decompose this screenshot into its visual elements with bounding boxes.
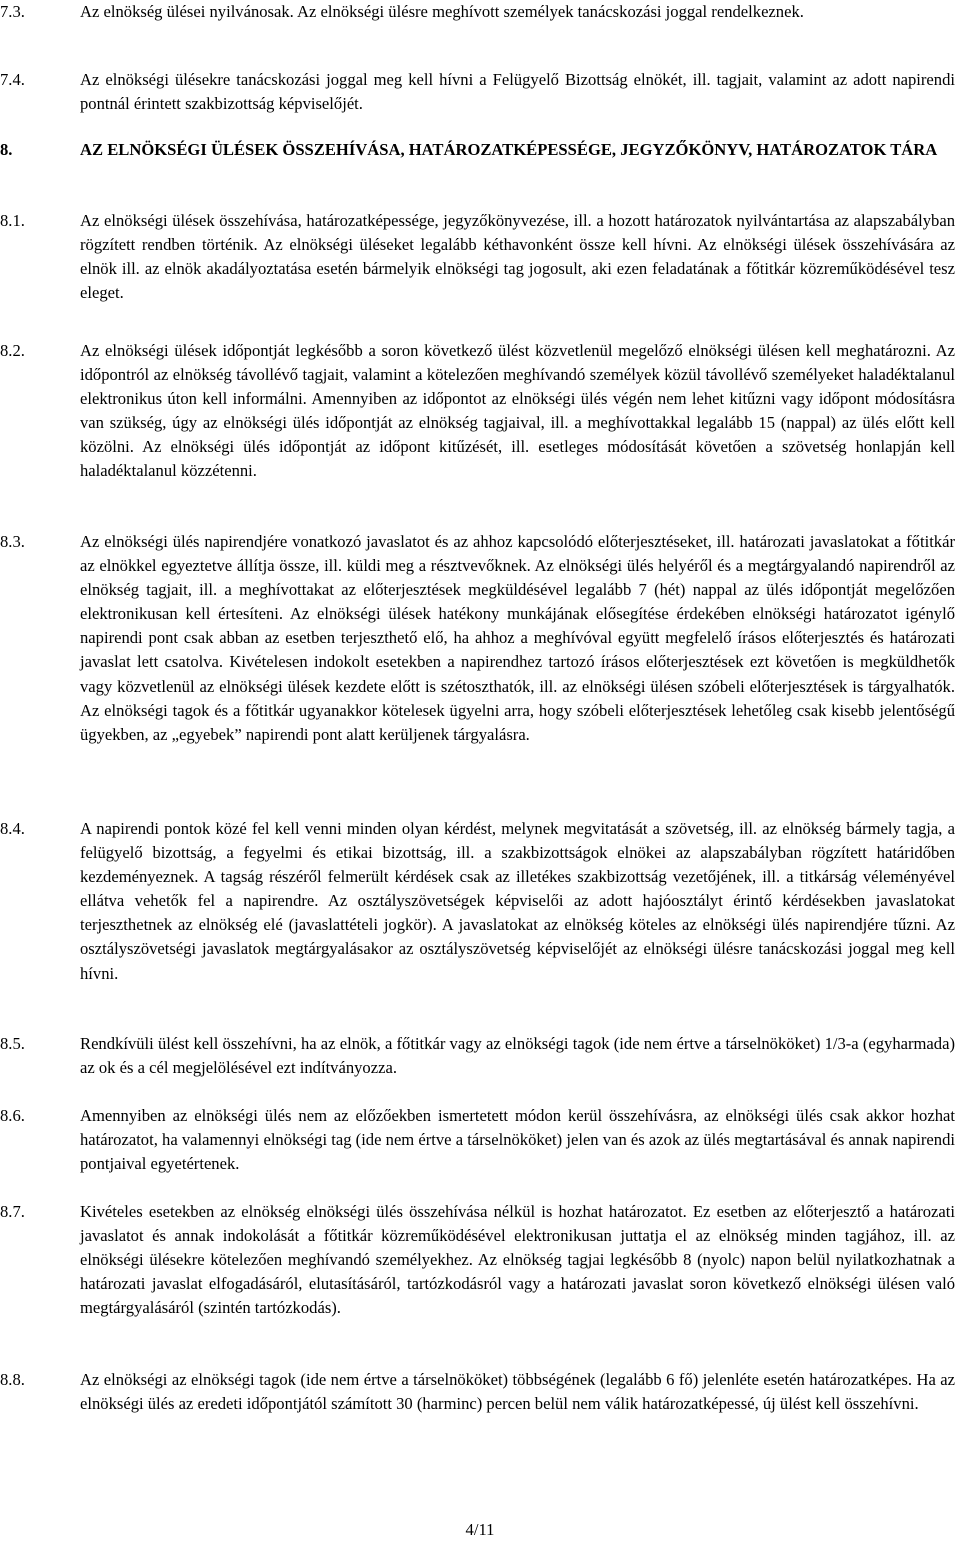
section-number: 8. xyxy=(0,140,13,159)
paragraph-text: Az elnökségi ülés napirendjére vonatkozó javaslatot és az ahhoz kapcsolódó előterjesztéseket, ill. határozati javaslatokat a főtitkár az elnökkel egyeztetve állítja össze, ill. küldi meg a résztvevőknek. Az elnökségi ülés helyéről és a megtárgyalandó napirendről az elnökség tagjait, ill. a meghívottakat az előterjesztések megküldésével legalább 7 (hét) nappal az ülés időpontját megelőzően elektronikusan kell értesíteni. Az elnökségi ülések hatékony munkájának elősegítése érdekében elnökségi határozatot igénylő napirendi pont csak abban az esetben terjeszthető elő, ha ahhoz a meghívóval együtt megfelelő írásos előterjesztés és határozati javaslat lett csatolva. Kivételesen indokolt esetekben a napirendhez tartozó írásos előterjesztések ezt követően is megküldhetők vagy közvetlenül az elnökségi ülések kezdete előtt is szétoszthatók, ill. az elnökségi ülésen szóbeli előterjesztések is tárgyalhatók. Az elnökségi tagok és a főtitkár ugyanakkor kötelesek ügyelni arra, hogy szóbeli előterjesztések lehetőleg csak kisebb jelentőségű ügyekben, az „egyebek” napirendi pont alatt kerüljenek tárgyalásra. xyxy=(80,532,955,744)
paragraph-number: 8.6. xyxy=(0,1106,25,1125)
paragraph-number: 7.3. xyxy=(0,2,25,21)
paragraph-8-1 xyxy=(0,209,955,305)
paragraph-text: Az elnökség ülései nyilvánosak. Az elnökségi ülésre meghívott személyek tanácskozási joggal rendelkeznek. xyxy=(80,2,804,21)
paragraph-number: 8.1. xyxy=(0,211,25,230)
paragraph-8-7 xyxy=(0,1200,955,1320)
paragraph-text: Az elnökségi az elnökségi tagok (ide nem értve a társelnököket) többségének (legalább 6 fő) jelenléte esetén határozatképes. Ha az elnökségi ülés az eredeti időpontjától számított 30 (harminc) percen belül nem válik határozatképessé, új ülést kell összehívni. xyxy=(80,1370,955,1414)
page-number: 4/11 xyxy=(465,1520,495,1539)
paragraph-7-4 xyxy=(0,68,955,116)
paragraph-number: 8.4. xyxy=(0,819,25,838)
paragraph-number: 7.4. xyxy=(0,70,25,89)
paragraph-8-8 xyxy=(0,1368,955,1416)
section-title: AZ ELNÖKSÉGI ÜLÉSEK ÖSSZEHÍVÁSA, HATÁROZATKÉPESSÉGE, JEGYZŐKÖNYV, HATÁROZATOK TÁRA xyxy=(80,140,938,159)
paragraph-text: Amennyiben az elnökségi ülés nem az előzőekben ismertetett módon kerül összehívásra, az elnökségi ülés csak akkor hozhat határozatot, ha valamennyi elnökségi tag (ide nem értve a társelnököket) jelen van és azok az ülés megtartásával és annak napirendi pontjaival egyetértenek. xyxy=(80,1106,955,1174)
paragraph-number: 8.7. xyxy=(0,1202,25,1221)
paragraph-8-2 xyxy=(0,339,955,484)
paragraph-8-6 xyxy=(0,1104,955,1176)
paragraph-number: 8.5. xyxy=(0,1034,25,1053)
paragraph-8-3 xyxy=(0,530,955,747)
paragraph-number: 8.8. xyxy=(0,1370,25,1389)
paragraph-text: Kivételes esetekben az elnökség elnökségi ülés összehívása nélkül is hozhat határozatot. Ez esetben az előterjesztő a határozati javaslatot és annak indokolását a főtitkár közreműködésével elektronikusan juttatja el az elnökség minden tagjához, ill. az elnökségi ülésekre kötelezően meghívandó személyekhez. Az elnökség tagjai legkésőbb 8 (nyolc) napon belül nyilatkozhatnak a határozati javaslat elfogadásáról, elutasításáról, tartózkodásról vagy a határozati javaslat soron következő elnökségi ülésen való megtárgyalásáról (szintén tartózkodás). xyxy=(80,1202,955,1318)
paragraph-8-5 xyxy=(0,1032,955,1080)
paragraph-text: Az elnökségi ülésekre tanácskozási joggal meg kell hívni a Felügyelő Bizottság elnökét, ill. tagjait, valamint az adott napirendi pontnál érintett szakbizottság képviselőjét. xyxy=(80,70,955,114)
paragraph-text: A napirendi pontok közé fel kell venni minden olyan kérdést, melynek megvitatását a szövetség, ill. az elnökség bármely tagja, a felügyelő bizottság, a fegyelmi és etikai bizottság, ill. a szakbizottságok elnökei az alapszabályban rögzített határidőben kezdeményeznek. A tagság részéről felmerült kérdések csak az illetékes szakbizottság vezetőjének, ill. a titkárság véleményével ellátva vehetők fel a napirendre. Az osztályszövetségek képviselői az adott hajóosztályt érintő kérdésekben javaslatokat terjeszthetnek az elnökség elé (javaslattételi jogkör). A javaslatokat az elnökség köteles az elnökségi ülés napirendjére tűzni. Az osztályszövetségi javaslatok megtárgyalásakor az osztályszövetség képviselőjét az elnökségi ülésre tanácskozási joggal meg kell hívni. xyxy=(80,819,955,983)
paragraph-text: Rendkívüli ülést kell összehívni, ha az elnök, a főtitkár vagy az elnökségi tagok (ide nem értve a társelnököket) 1/3-a (egyharmada) az ok és a cél megjelölésével ezt indítványozza. xyxy=(80,1034,955,1078)
paragraph-number: 8.2. xyxy=(0,341,25,360)
paragraph-7-3 xyxy=(0,0,955,24)
section-heading-8 xyxy=(0,138,955,162)
paragraph-text: Az elnökségi ülések időpontját legkésőbb a soron következő ülést közvetlenül megelőző elnökségi ülésen kell meghatározni. Az időpontról az elnökség távollévő tagjait, valamint a kötelezően meghívandó személyek közül távollévő személyeket haladéktalanul elektronikus úton kell informálni. Amennyiben az időpontot az elnökségi ülés végén nem lehet kitűzni vagy időpont módosításra van szükség, úgy az elnökségi ülés időpontját az elnökség tagjaival, ill. a meghívottakkal legalább 15 (nappal) az ülés előtt kell közölni. Az elnökségi ülés időpontját az időpont kitűzését, ill. esetleges módosítását követően a szövetség honlapján kell haladéktalanul közzétenni. xyxy=(80,341,955,481)
paragraph-number: 8.3. xyxy=(0,532,25,551)
paragraph-text: Az elnökségi ülések összehívása, határozatképessége, jegyzőkönyvezése, ill. a hozott határozatok nyilvántartása az alapszabályban rögzített rendben történik. Az elnökségi üléseket legalább kéthavonként össze kell hívni. Az elnökségi ülések összehívására az elnök ill. az elnök akadályoztatása esetén bármelyik elnökségi tag jogosult, aki ezen feladatának a főtitkár közreműködésével tesz eleget. xyxy=(80,211,955,303)
paragraph-8-4 xyxy=(0,817,955,986)
